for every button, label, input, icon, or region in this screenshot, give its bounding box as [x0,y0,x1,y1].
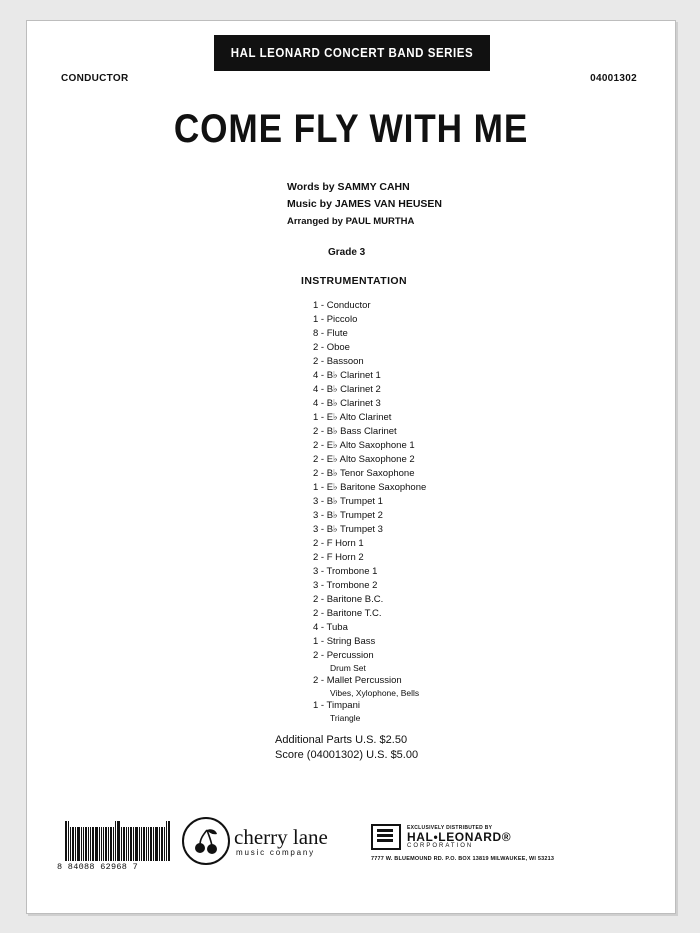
barcode-bar [130,827,132,861]
instrument-line: 8 - Flute [313,328,348,339]
instrument-subline: Triangle [330,713,361,723]
instrument-item [313,551,426,565]
barcode-bar [110,827,112,861]
instrument-line: 2 - B♭ Bass Clarinet [313,426,397,437]
score-page [26,20,676,914]
composer-credit: Music by JAMES VAN HEUSEN [287,198,443,210]
instrument-subline: Vibes, Xylophone, Bells [330,688,420,698]
page-title: COME FLY WITH ME [173,107,529,151]
instrument-item [313,607,426,621]
barcode-bar [143,827,145,861]
barcode-bar [90,827,91,861]
instrument-line: 2 - Mallet Percussion [313,675,402,686]
barcode-bar [81,827,82,861]
barcode-bar [92,827,94,861]
barcode [57,821,177,872]
barcode-digits: 8 84088 62968 7 [57,862,139,872]
barcode-bar [168,821,170,861]
instrument-item [313,439,426,453]
instrument-line: 2 - Percussion [313,650,374,661]
instrument-item [313,481,426,495]
part-label: CONDUCTOR [61,73,129,84]
barcode-bars [57,821,177,861]
barcode-bar [83,827,84,861]
instrument-line: 2 - Oboe [313,342,350,353]
barcode-bar [153,827,154,861]
distributor-corp: CORPORATION [407,843,474,849]
credits-block [287,179,442,230]
arranger-credit: Arranged by PAUL MURTHA [287,216,415,227]
barcode-bar [139,827,140,861]
instrument-line: 3 - Trombone 2 [313,580,378,591]
barcode-bar [88,827,89,861]
instrument-item [313,411,426,425]
instrument-line: 2 - F Horn 2 [313,552,364,563]
instrumentation-heading: INSTRUMENTATION [301,275,407,287]
barcode-bar [126,827,127,861]
instrument-item [313,523,426,537]
barcode-bar [121,827,122,861]
barcode-bar [117,821,120,861]
barcode-bar [115,821,116,861]
distributor-block [371,824,621,862]
instrument-line: 2 - E♭ Alto Saxophone 1 [313,440,415,451]
instrument-item [313,327,426,341]
instrument-line: 2 - B♭ Tenor Saxophone [313,468,415,479]
barcode-bar [85,827,87,861]
instrument-item [313,537,426,551]
instrument-line: 4 - B♭ Clarinet 2 [313,384,381,395]
barcode-bar [141,827,142,861]
instrument-item [313,674,426,699]
barcode-bar [166,821,167,861]
barcode-bar [103,827,104,861]
distributor-name: HAL•LEONARD® [407,830,512,844]
instrument-line: 4 - Tuba [313,622,348,633]
barcode-bar [95,827,98,861]
instrument-item [313,621,426,635]
barcode-bar [128,827,129,861]
barcode-bar [164,827,165,861]
barcode-bar [108,827,109,861]
cherry-icon [182,817,230,865]
barcode-bar [161,827,163,861]
instrument-item [313,635,426,649]
instrument-line: 1 - String Bass [313,636,376,647]
instrument-item [313,299,426,313]
instrument-item [313,467,426,481]
instrument-line: 1 - Conductor [313,300,371,311]
barcode-bar [150,827,152,861]
instrument-line: 3 - B♭ Trumpet 2 [313,510,383,521]
grade-label: Grade 3 [328,247,366,258]
barcode-bar [99,827,100,861]
instrument-item [313,341,426,355]
barcode-bar [68,821,69,861]
instrumentation-list [313,299,426,724]
barcode-bar [159,827,160,861]
barcode-bar [148,827,149,861]
barcode-bar [105,827,107,861]
lyricist-credit: Words by SAMMY CAHN [287,181,410,193]
barcode-bar [65,821,67,861]
instrument-line: 2 - E♭ Alto Saxophone 2 [313,454,415,465]
barcode-bar [146,827,147,861]
instrument-item [313,313,426,327]
barcode-bar [70,827,71,861]
instrument-line: 3 - B♭ Trumpet 3 [313,524,383,535]
instrument-subline: Drum Set [330,663,366,673]
instrument-item [313,369,426,383]
additional-parts-price: Additional Parts U.S. $2.50 [275,734,408,746]
distributor-label: EXCLUSIVELY DISTRIBUTED BY [407,825,493,831]
instrument-line: 4 - B♭ Clarinet 1 [313,370,381,381]
publisher-logo [182,817,328,865]
instrument-line: 1 - Piccolo [313,314,358,325]
instrument-line: 2 - Bassoon [313,356,364,367]
instrument-line: 3 - Trombone 1 [313,566,378,577]
barcode-bar [77,827,80,861]
instrument-item [313,495,426,509]
instrument-line: 1 - Timpani [313,700,360,711]
instrument-item [313,565,426,579]
instrument-line: 1 - E♭ Baritone Saxophone [313,482,427,493]
barcode-bar [113,827,114,861]
instrument-item [313,453,426,467]
instrument-line: 2 - Baritone B.C. [313,594,384,605]
instrument-item [313,383,426,397]
barcode-bar [155,827,158,861]
instrument-item [313,355,426,369]
instrument-item [313,649,426,674]
instrument-item [313,397,426,411]
barcode-bar [133,827,134,861]
barcode-bar [75,827,76,861]
instrument-item [313,509,426,523]
series-banner: HAL LEONARD CONCERT BAND SERIES [214,35,490,71]
barcode-bar [123,827,125,861]
instrument-line: 3 - B♭ Trumpet 1 [313,496,383,507]
instrument-line: 2 - Baritone T.C. [313,608,382,619]
pricing-block [275,733,418,763]
instrument-item [313,425,426,439]
catalog-number: 04001302 [590,73,637,84]
hal-leonard-logo-icon [371,824,401,850]
distributor-address: 7777 W. BLUEMOUND RD. P.O. BOX 13819 MILWAUKEE, WI 53213 [371,856,555,862]
publisher-name: cherry lane [234,824,328,849]
publisher-subtitle: music company [236,847,315,857]
barcode-bar [101,827,102,861]
instrument-item [313,593,426,607]
instrument-line: 2 - F Horn 1 [313,538,364,549]
instrument-item [313,579,426,593]
instrument-line: 1 - E♭ Alto Clarinet [313,412,392,423]
score-price: Score (04001302) U.S. $5.00 [275,749,419,761]
barcode-bar [135,827,138,861]
barcode-bar [72,827,74,861]
instrument-item [313,699,426,724]
instrument-line: 4 - B♭ Clarinet 3 [313,398,381,409]
